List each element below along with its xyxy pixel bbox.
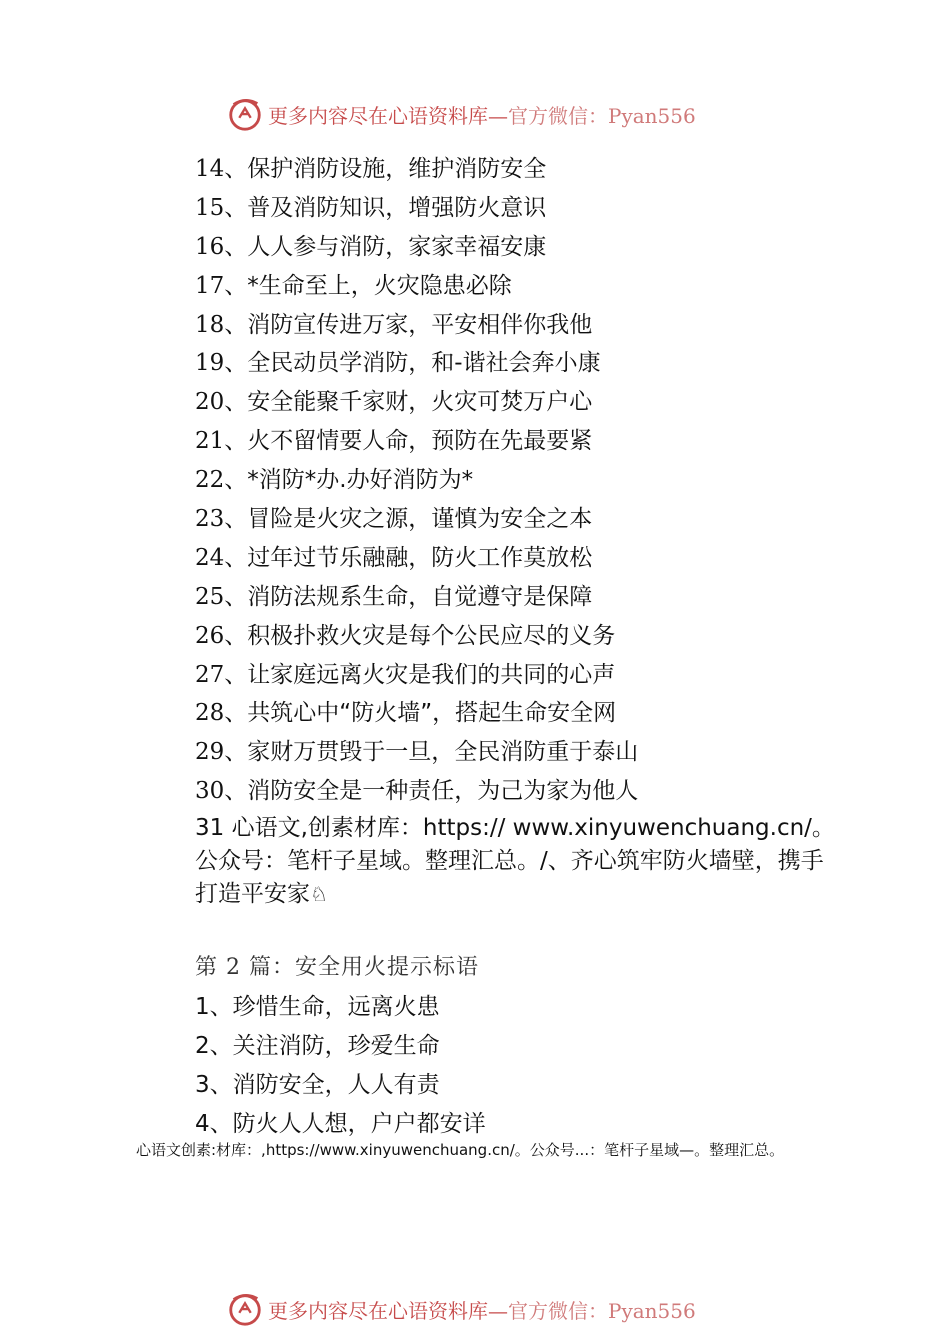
item-number: 15 (195, 194, 225, 221)
section-heading: 第 2 篇：安全用火提示标语 (195, 955, 479, 980)
list-item: 2、关注消防，珍爱生命 (195, 1033, 440, 1059)
item-text: 共筑心中“防火墙”，搭起生命安全网 (247, 700, 617, 727)
banner-text: 更多内容尽在心语资料库—官方微信：Pyan556 (268, 103, 696, 128)
hand-icon: ♘ (310, 882, 328, 906)
item-text: 火不留情要人命，预防在先最要紧 (247, 428, 593, 455)
item-number: 20 (195, 389, 225, 416)
logo-icon (226, 95, 264, 133)
item-number: 28 (195, 700, 225, 727)
list-item (195, 422, 638, 461)
item-number: 22 (195, 467, 225, 494)
list-item (195, 189, 638, 228)
item-separator: 、 (224, 661, 248, 688)
item-separator: 、 (224, 156, 248, 182)
item-number: 21 (195, 428, 225, 455)
footer-banner (226, 1289, 746, 1329)
item-separator: 、 (224, 700, 248, 727)
item-number: 26 (195, 622, 225, 649)
item-text: 消防安全是一种责任，为己为家为他人 (247, 778, 639, 805)
item-text: 让家庭远离火灾是我们的共同的心声 (247, 661, 616, 688)
item-text: 普及消防知识，增强防火意识 (247, 194, 547, 221)
list-item (195, 656, 638, 695)
item-number: 27 (195, 661, 225, 688)
list-item (195, 772, 638, 811)
item-text: 全民动员学消防，和-谐社会奔小康 (247, 350, 601, 377)
item-text: 消防法规系生命，自觉遵守是保障 (247, 583, 593, 610)
list-item: 4、防火人人想，户户都安详 (195, 1111, 486, 1137)
item-number: 17 (195, 272, 225, 299)
item-text: 积极扑救火灾是每个公民应尽的义务 (247, 622, 616, 649)
item-separator: 、 (224, 233, 248, 260)
item-number: 19 (195, 350, 225, 377)
banner-text: 更多内容尽在心语资料库—官方微信：Pyan556 (268, 1298, 696, 1323)
item-number: 29 (195, 739, 225, 766)
logo-icon (226, 1290, 264, 1328)
footer-note: 心语文创素:材库：,https://www.xinyuwenchuang.cn/。公众号...：笔杆子星域—。整理汇总。 (136, 1141, 785, 1159)
item-text: 家财万贯毁于一旦，全民消防重于泰山 (247, 739, 639, 766)
list-item (195, 617, 638, 656)
list-item (195, 733, 638, 772)
item-separator: 、 (224, 544, 248, 571)
list-item (195, 500, 638, 539)
item-separator: 、 (224, 311, 248, 338)
item-text: 安全能聚千家财，火灾可焚万户心 (247, 389, 593, 416)
item-number: 25 (195, 583, 225, 610)
item-number: 24 (195, 544, 225, 571)
list-item (195, 578, 638, 617)
item-separator: 、 (224, 428, 248, 455)
item-number: 18 (195, 311, 225, 338)
item-separator: 、 (224, 194, 248, 221)
item-separator: 、 (224, 467, 248, 494)
list-item: 3、消防安全，人人有责 (195, 1072, 440, 1098)
section2-list (195, 988, 486, 1144)
item-text: 冒险是火灾之源，谨慎为安全之本 (247, 506, 593, 533)
list-item (195, 383, 638, 422)
list-item (195, 267, 638, 306)
item-number: 30 (195, 778, 225, 805)
list-item (195, 461, 638, 500)
item-separator: 、 (224, 272, 248, 299)
item-text: 人人参与消防，家家幸福安康 (247, 233, 547, 260)
item-separator: 、 (224, 739, 248, 766)
header-banner (226, 94, 746, 134)
list-item (195, 539, 638, 578)
slogan-list (195, 150, 638, 811)
item-separator: 、 (224, 350, 248, 377)
item-number: 23 (195, 506, 225, 533)
item-number: 14 (195, 156, 225, 182)
list-item (195, 150, 638, 189)
list-item (195, 694, 638, 733)
item-separator: 、 (224, 583, 248, 610)
list-item (195, 228, 638, 267)
list-item (195, 306, 638, 345)
list-item (195, 344, 638, 383)
item-number: 16 (195, 233, 225, 260)
item-separator: 、 (224, 622, 248, 649)
item-separator: 、 (224, 778, 248, 805)
item-text: *消防*办.办好消防为* (247, 467, 474, 494)
item-text: 过年过节乐融融，防火工作莫放松 (247, 544, 593, 571)
item-text: *生命至上，火灾隐患必除 (247, 272, 512, 299)
item-text: 保护消防设施，维护消防安全 (247, 156, 547, 182)
item-separator: 、 (224, 389, 248, 416)
list-item: 1、珍惜生命，远离火患 (195, 994, 440, 1020)
item-separator: 、 (224, 506, 248, 533)
ad-block: 31 心语文,创素材库：https:// www.xinyuwenchuang.cn/。公众号：笔杆子星域。整理汇总。/、齐心筑牢防火墙壁，携手打造平安家♘ (195, 815, 835, 907)
item-text: 消防宣传进万家，平安相伴你我他 (247, 311, 593, 338)
